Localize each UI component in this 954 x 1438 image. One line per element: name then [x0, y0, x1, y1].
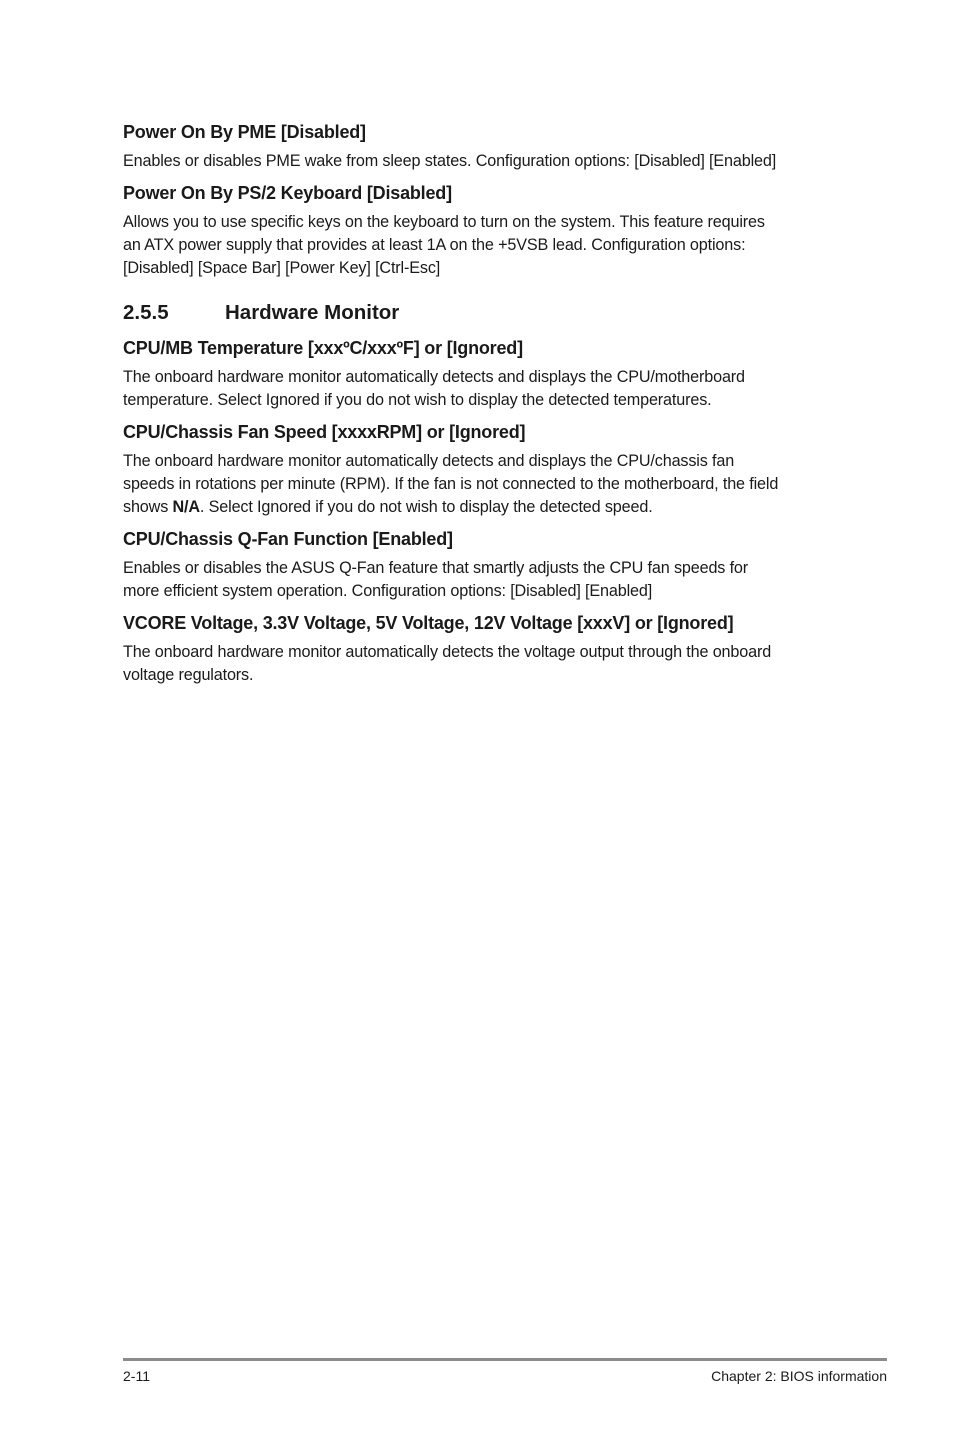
- description-line: The onboard hardware monitor automatically detects and displays the CPU/chassis fan: [123, 452, 735, 470]
- item-power-on-by-ps2-keyboard: [123, 181, 843, 280]
- description-text: . Select Ignored if you do not wish to display the detected speed.: [199, 498, 653, 516]
- description-line: [123, 496, 843, 519]
- item-description: Enables or disables PME wake from sleep states. Configuration options: [Disabled] [Enabled]: [123, 152, 777, 170]
- item-description: [123, 557, 843, 603]
- description-line: The onboard hardware monitor automatically detects and displays the CPU/motherboard: [123, 368, 745, 386]
- description-line: The onboard hardware monitor automatically detects the voltage output through the onboard: [123, 643, 772, 661]
- description-bold-text: N/A: [172, 498, 200, 516]
- item-cpu-mb-temperature: [123, 336, 843, 412]
- item-description: [123, 211, 843, 280]
- description-text: shows: [123, 498, 173, 516]
- description-line: [Disabled] [Space Bar] [Power Key] [Ctrl-Esc]: [123, 259, 441, 277]
- chapter-label: Chapter 2: BIOS information: [711, 1368, 887, 1384]
- item-title: Power On By PME [Disabled]: [123, 122, 366, 142]
- item-title: VCORE Voltage, 3.3V Voltage, 5V Voltage, 12V Voltage [xxxV] or [Ignored]: [123, 613, 734, 633]
- item-power-on-by-pme: [123, 120, 843, 173]
- page-number: 2-11: [123, 1368, 150, 1384]
- description-line: temperature. Select Ignored if you do not wish to display the detected temperatures.: [123, 391, 712, 409]
- item-description: [123, 641, 843, 687]
- item-cpu-chassis-fan-speed: [123, 420, 843, 519]
- item-title: CPU/MB Temperature [xxxºC/xxxºF] or [Ignored]: [123, 338, 523, 358]
- description-line: more efficient system operation. Configuration options: [Disabled] [Enabled]: [123, 582, 653, 600]
- description-line: Allows you to use specific keys on the keyboard to turn on the system. This feature requires: [123, 213, 765, 231]
- section-heading: [123, 300, 843, 326]
- page-content: [123, 120, 843, 695]
- footer-divider: [123, 1358, 887, 1361]
- item-description: [123, 450, 843, 519]
- description-line: voltage regulators.: [123, 666, 254, 684]
- description-line: an ATX power supply that provides at least 1A on the +5VSB lead. Configuration options:: [123, 236, 746, 254]
- item-title: CPU/Chassis Q-Fan Function [Enabled]: [123, 529, 453, 549]
- section-number: 2.5.5: [123, 301, 169, 324]
- item-title: Power On By PS/2 Keyboard [Disabled]: [123, 183, 452, 203]
- description-line: speeds in rotations per minute (RPM). If the fan is not connected to the motherboard, the field: [123, 475, 779, 493]
- item-cpu-chassis-q-fan: [123, 527, 843, 603]
- item-title: CPU/Chassis Fan Speed [xxxxRPM] or [Ignored]: [123, 422, 526, 442]
- section-title: Hardware Monitor: [225, 301, 400, 324]
- item-description: [123, 366, 843, 412]
- item-voltages: [123, 611, 843, 687]
- description-line: Enables or disables the ASUS Q-Fan feature that smartly adjusts the CPU fan speeds for: [123, 559, 749, 577]
